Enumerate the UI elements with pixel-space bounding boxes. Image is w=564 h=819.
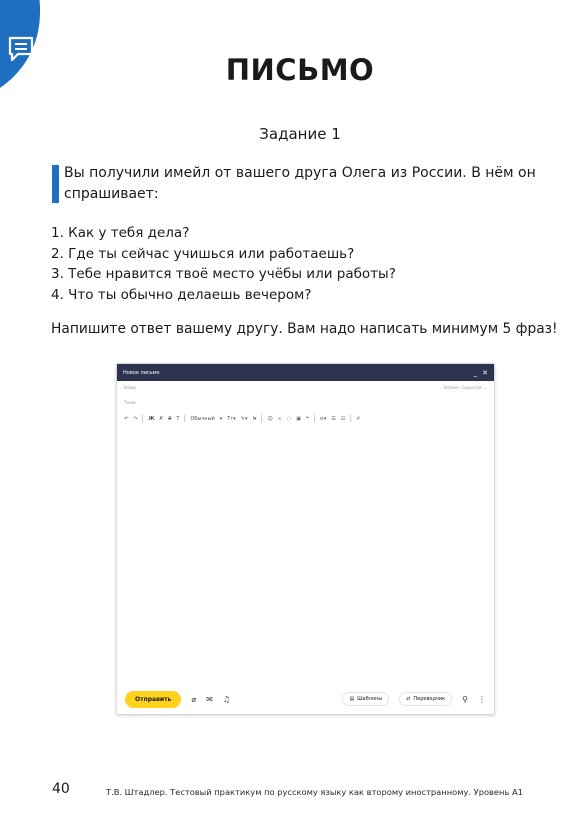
minimize-icon[interactable]: _ bbox=[473, 368, 478, 377]
translator-button[interactable]: ⇄ Переводчик bbox=[399, 692, 452, 706]
number-list-icon[interactable]: ☷ bbox=[340, 415, 346, 422]
signature-icon[interactable]: ✐ bbox=[356, 415, 361, 422]
mail-footer bbox=[117, 684, 494, 714]
subject-label: Тема bbox=[124, 401, 136, 406]
intro-block bbox=[52, 163, 557, 205]
to-label: Кому bbox=[124, 386, 137, 391]
unlink-icon[interactable]: ◌ bbox=[286, 415, 292, 422]
instruction: Напишите ответ вашему другу. Вам надо написать минимум 5 фраз! bbox=[51, 321, 558, 337]
footer-reference: Т.В. Штадлер. Тестовый практикум по русскому языку как второму иностранному. Уровень А1 bbox=[106, 787, 523, 797]
font-size-icon[interactable]: Tт▾ bbox=[227, 415, 236, 422]
settings-icon[interactable]: ⚲ bbox=[462, 694, 468, 704]
question-list bbox=[51, 223, 396, 305]
intro-text: Вы получили имейл от вашего друга Олега из России. В нём он спрашивает: bbox=[64, 165, 536, 202]
subject-row[interactable] bbox=[117, 396, 494, 411]
page-title: ПИСЬМО bbox=[225, 53, 375, 87]
bold-icon[interactable]: Ж bbox=[148, 415, 155, 422]
mail-window-title: Новое письмо bbox=[123, 369, 160, 376]
cc-bcc-toggle[interactable]: Копия, Скрытая ⌄ bbox=[444, 386, 487, 391]
translate-icon: ⇄ bbox=[406, 696, 411, 702]
italic-icon[interactable]: К bbox=[159, 415, 164, 422]
attach-icon[interactable]: ⌀ bbox=[191, 694, 197, 704]
text-color-icon[interactable]: I▾ bbox=[252, 415, 257, 422]
redo-icon[interactable]: ↷ bbox=[133, 415, 138, 422]
templates-button[interactable]: ▤ Шаблоны bbox=[342, 692, 389, 706]
link-icon[interactable]: ∞ bbox=[277, 415, 282, 422]
accent-bar bbox=[52, 165, 59, 203]
close-icon[interactable]: ✕ bbox=[482, 368, 488, 377]
clear-format-icon[interactable]: T bbox=[176, 415, 180, 422]
mail-titlebar bbox=[117, 364, 494, 381]
task-heading: Задание 1 bbox=[259, 125, 341, 143]
page-number: 40 bbox=[52, 781, 70, 797]
question-item: 1. Как у тебя дела? bbox=[51, 225, 190, 241]
question-item: 3. Тебе нравится твоё место учёбы или работы? bbox=[51, 266, 396, 282]
mail-compose-window bbox=[116, 363, 495, 715]
message-body[interactable] bbox=[117, 426, 494, 676]
more-icon[interactable]: ⋮ bbox=[478, 694, 486, 704]
emoji-icon[interactable]: ☺ bbox=[267, 415, 273, 422]
style-select[interactable]: Обычный bbox=[190, 415, 215, 422]
strike-icon[interactable]: З bbox=[168, 415, 172, 422]
chevron-down-icon: ▾ bbox=[219, 415, 223, 422]
question-item: 4. Что ты обычно делаешь вечером? bbox=[51, 286, 312, 303]
undo-icon[interactable]: ↶ bbox=[124, 415, 129, 422]
question-item: 2. Где ты сейчас учишься или работаешь? bbox=[51, 245, 355, 262]
templates-icon: ▤ bbox=[349, 696, 355, 702]
mail-icon[interactable]: ✉ bbox=[206, 694, 213, 704]
quote-icon[interactable]: ❝ bbox=[305, 415, 309, 422]
image-icon[interactable]: ▣ bbox=[296, 415, 301, 422]
bell-icon[interactable]: ♫ bbox=[222, 694, 231, 704]
highlight-icon[interactable]: ✎▾ bbox=[240, 415, 248, 422]
align-icon[interactable]: ≡▾ bbox=[319, 415, 327, 422]
format-toolbar bbox=[117, 411, 494, 426]
corner-badge bbox=[0, 0, 40, 103]
to-row[interactable] bbox=[117, 381, 494, 396]
bullet-list-icon[interactable]: ☰ bbox=[331, 415, 336, 422]
chevron-down-icon: ⌄ bbox=[483, 386, 487, 391]
send-button[interactable]: Отправить bbox=[125, 691, 181, 708]
